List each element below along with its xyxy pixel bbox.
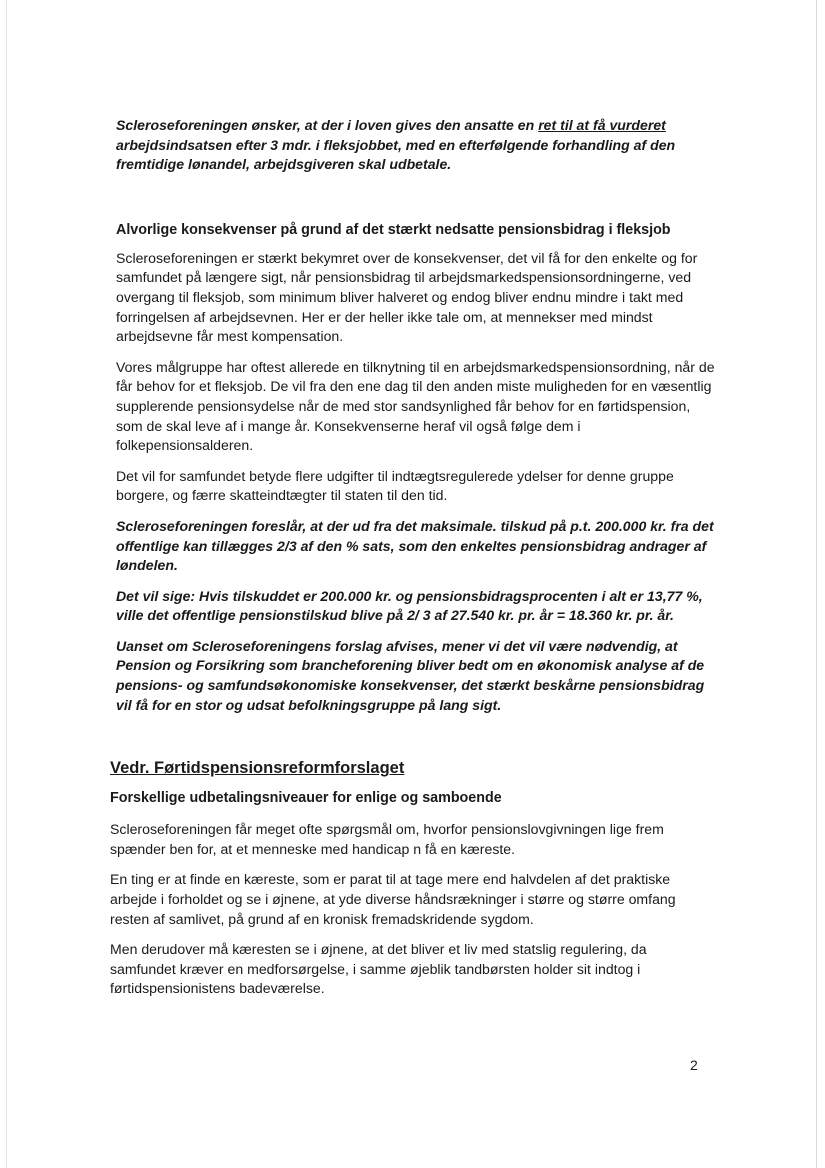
- intro-text-part1: Scleroseforeningen ønsker, at der i loven gives den ansatte en: [116, 117, 539, 133]
- section1-paragraph-2: Vores målgruppe har oftest allerede en tilknytning til en arbejdsmarkedspensionsordning, når de får behov for et fleksjob. De vil fra den ene dag til den anden miste muligheden for en væsentlig supplerende pensionsydelse når de med stor sandsynlighed får behov for en førtidspension, som de skal leve af i mange år. Konsekvenserne heraf vil også følge dem i folkepensionsalderen.: [116, 358, 715, 454]
- section1-paragraph-1: Scleroseforeningen er stærkt bekymret over de konsekvenser, det vil få for den enkelte og for samfundet på længere sigt, når pensionsbidrag til arbejdsmarkedspensionsordningerne, ved overgang til fleksjob, som minimum bliver halveret og endog bliver endnu mindre i takt med forringelsen af arbejdsevnen. Her er der heller ikke tale om, at mennekser med mindst arbejdsevne får mest kompensation.: [116, 249, 698, 345]
- section2-heading: Vedr. Førtidspensionsreformforslaget: [110, 759, 405, 778]
- intro-underlined-text: ret til at få vurderet: [538, 117, 666, 133]
- document-body: [110, 116, 716, 999]
- section1-paragraph-3: Det vil for samfundet betyde flere udgifter til indtægtsregulerede ydelser for denne gruppe borgere, og færre skatteindtægter til staten til den tid.: [116, 467, 674, 504]
- intro-text-part2: arbejdsindsatsen efter 3 mdr. i fleksjobbet, med en efterfølgende forhandling af den fremtidige lønandel, arbejdsgiveren skal udbetale.: [116, 136, 676, 173]
- section1-heading: Alvorlige konsekvenser på grund af det stærkt nedsatte pensionsbidrag i fleksjob: [116, 221, 671, 238]
- scan-edge-right: [816, 0, 817, 1168]
- section2-paragraph-1: Scleroseforeningen får meget ofte spørgsmål om, hvorfor pensionslovgivningen lige frem spænder ben for, at et menneske med handicap n få en kæreste.: [110, 821, 664, 857]
- conclusion-paragraph: Uanset om Scleroseforeningens forslag afvises, mener vi det vil være nødvendig, at Pension og Forsikring som brancheforening bliver bedt om en økonomisk analyse af de pensions- og samfundsøkonomiske konsekvenser, det stærkt beskårne pensionsbidrag vil få for en stor og udsat befolkningsgruppe på lang sigt.: [116, 637, 705, 713]
- scan-edge-left: [6, 0, 7, 1168]
- proposal-paragraph: Scleroseforeningen foreslår, at der ud fra det maksimale. tilskud på p.t. 200.000 kr. fra det offentlige kan tillægges 2/3 af den % sats, som den enkeltes pensionsbidrag andrager af løndelen.: [116, 517, 714, 574]
- intro-paragraph: [116, 116, 716, 175]
- section2-subheading: Forskellige udbetalingsniveauer for enlige og samboende: [110, 790, 502, 807]
- page-number: 2: [690, 1057, 698, 1073]
- section2-paragraph-2: En ting er at finde en kæreste, som er parat til at tage mere end halvdelen af det praktiske arbejde i forholdet og se i øjnene, at yde diverse håndsrækninger i større og større omfang resten af samlivet, på grund af en kronisk fremadskridende sygdom.: [110, 871, 676, 927]
- example-paragraph: Det vil sige: Hvis tilskuddet er 200.000 kr. og pensionsbidragsprocenten i alt er 13,77 %, ville det offentlige pensionstilskud blive på 2/ 3 af 27.540 kr. pr. år = 18.360 kr. pr. år.: [116, 587, 703, 624]
- section2-paragraph-3: Men derudover må kæresten se i øjnene, at det bliver et liv med statslig regulering, da samfundet kræver en medforsørgelse, i samme øjeblik tandbørsten holder sit indtog i førtidspensionistens badeværelse.: [110, 941, 647, 997]
